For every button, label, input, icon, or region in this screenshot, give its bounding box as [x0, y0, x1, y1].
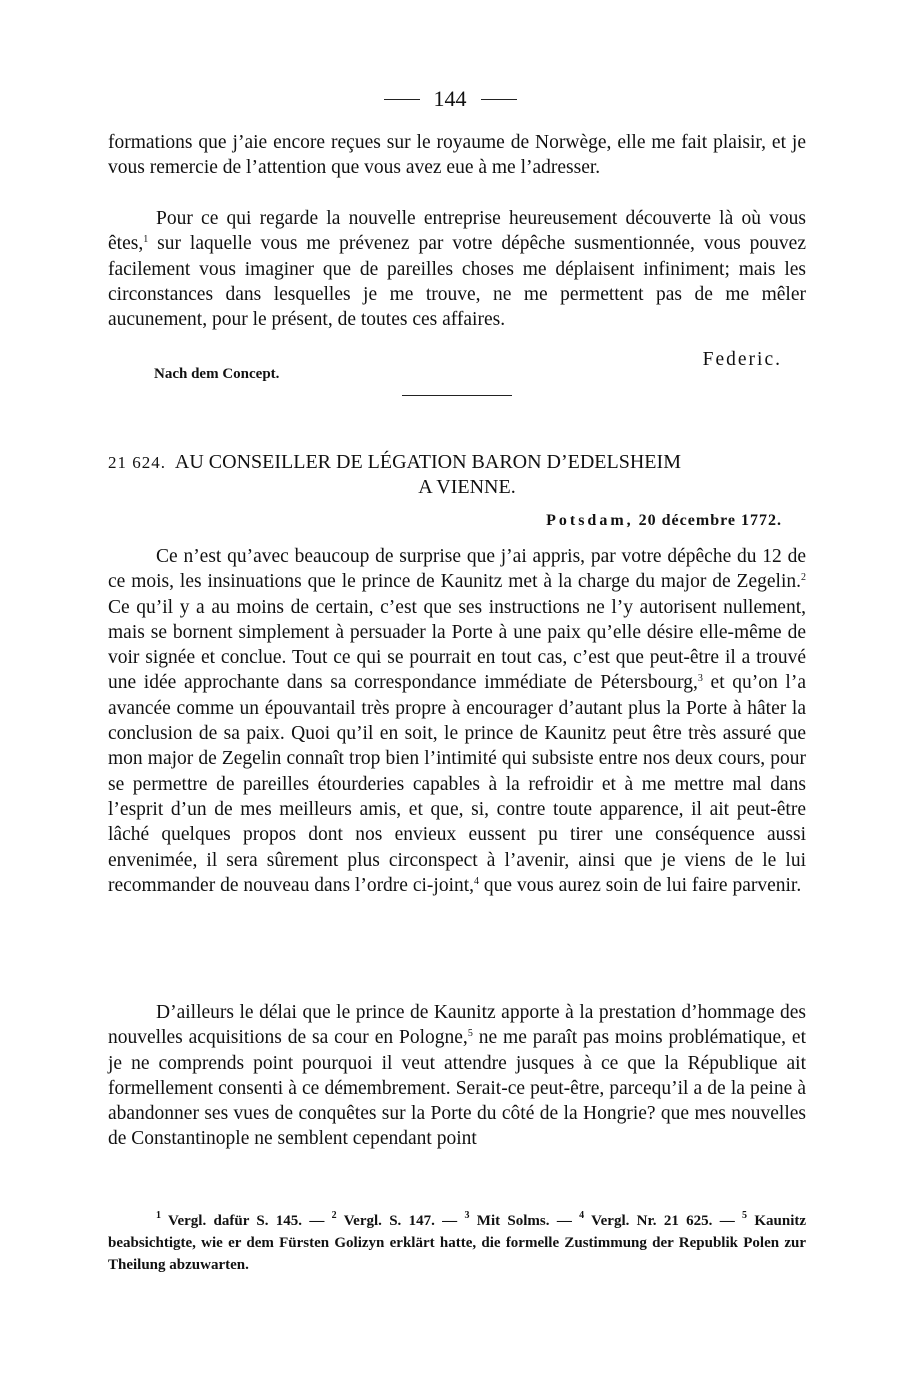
body-paragraph-2-text-b: ne me paraît pas moins problématique, et je ne comprends point pourquoi il veut attendre jusques à ce que la République ait formellement consenti à ce démembrement. Serait-ce peut-être, parcequ’il a de la peine à abandonner ses vues de conquêtes sur la Porte du côté de la Hongrie? que mes nouvelles de Constantinople ne semblent cependant point — [108, 1027, 806, 1150]
footnote-3: Mit Solms. — — [469, 1213, 580, 1229]
source-note: Nach dem Concept. — [154, 366, 280, 382]
footnote-5: Kaunitz beabsichtigte, wie er dem Fürsten Golizyn erklärt hatte, die formelle Zustimmung der Republik Polen zur Theilung abzuwarten. — [108, 1213, 807, 1273]
body-paragraph-1-text-d: que vous aurez soin de lui faire parvenir. — [479, 874, 802, 896]
body-paragraph-2-text-a: D’ailleurs le délai que le prince de Kaunitz apporte à la prestation d’hommage des nouvelles acquisitions de sa cour en Pologne, — [108, 1002, 806, 1049]
dateline-place: Potsdam, — [546, 512, 634, 529]
body-paragraph-1-text-c: et qu’on l’a avancée comme un épouvantail très propre à encourager d’autant plus la Porte à hâter la conclusion de sa paix. Quoi qu’il en soit, le prince de Kaunitz peut être très assuré que mon major de Zegelin connaît trop bien l’intimité qui subsiste entre nos deux cours, pour se permettre de pareilles étourderies capables à la refroidir et à me mettre mal dans l’esprit d’un de mes meilleurs amis, et que, si, contre toute apparence, il ait peut-être lâché quelques propos dont nos envieux eussent pu tirer une conséquence aussi envenimée, il sera sûrement plus circonspect à l’avenir, ainsi que je viens de le lui recommander de nouveau dans l’ordre ci-joint, — [108, 672, 806, 896]
footnote-ref-1: 1 — [143, 234, 149, 246]
footnote-1: Vergl. dafür S. 145. — — [161, 1213, 332, 1229]
footnote-ref-3: 3 — [697, 673, 703, 685]
footnote-ref-4: 4 — [474, 875, 480, 887]
header-rule-right — [481, 99, 517, 100]
body-paragraph-2 — [108, 1000, 806, 1152]
paragraph-1-text-a: Pour ce qui regarde la nouvelle entreprise heureusement découverte là où vous êtes, — [108, 208, 806, 255]
body-paragraph-1-text-a: Ce n’est qu’avec beaucoup de surprise que j’ai appris, par votre dépêche du 12 de ce mois, les insinuations que le prince de Kaunitz met à la charge du major de Zegelin. — [108, 546, 806, 593]
paragraph-1-text-b: sur laquelle vous me prévenez par votre dépêche susmentionnée, vous pouvez facilement vous imaginer que de pareilles choses me déplaisent infiniment; mais les circonstances dans lesquelles je me trouve, ne me permettent pas de me mêler aucunement, pour le présent, de toutes ces affaires. — [108, 233, 806, 331]
footnote-4: Vergl. Nr. 21 625. — — [584, 1213, 743, 1229]
signature: Federic. — [702, 349, 782, 370]
body-paragraph-1-text-b: Ce qu’il y a au moins de certain, c’est que ses instructions ne l’y autorisent nullement, mais se bornent simplement à persuader la Porte à une paix qu’elle désire elle-même de voir signée et conclue. Tout ce qui se pourrait en tout cas, c’est que peut-être il a trouvé une idée approchante dans sa correspondance immédiate de Pétersbourg, — [108, 596, 806, 694]
dateline — [546, 512, 782, 530]
body-paragraph-1 — [108, 544, 806, 898]
letter-heading-line-1 — [108, 450, 806, 475]
footnotes — [108, 1210, 806, 1276]
footnote-marker-5: 5 — [742, 1210, 748, 1221]
header-rule-left — [384, 99, 420, 100]
footnote-marker-1: 1 — [156, 1210, 161, 1221]
footnote-ref-5: 5 — [467, 1028, 473, 1040]
section-divider — [402, 395, 512, 396]
page-header — [0, 86, 900, 112]
letter-number: 21 624. — [108, 453, 166, 472]
footnote-marker-3: 3 — [464, 1210, 470, 1221]
footnote-marker-2: 2 — [331, 1210, 337, 1221]
footnote-marker-4: 4 — [579, 1210, 585, 1221]
continuation-paragraph: formations que j’aie encore reçues sur le royaume de Norwège, elle me fait plaisir, et je vous remercie de l’attention que vous avez eue à me l’adresser. — [108, 132, 806, 179]
paragraph-1 — [108, 206, 806, 332]
letter-title-line-2: A VIENNE. — [418, 476, 516, 498]
letter-title-line-1: AU CONSEILLER DE LÉGATION BARON D’EDELSHEIM — [174, 451, 681, 473]
footnote-2: Vergl. S. 147. — — [336, 1213, 465, 1229]
page-number: 144 — [433, 86, 467, 111]
letter-heading — [108, 450, 806, 500]
footnote-ref-2: 2 — [801, 572, 806, 584]
dateline-date: 20 décembre 1772. — [638, 512, 782, 529]
